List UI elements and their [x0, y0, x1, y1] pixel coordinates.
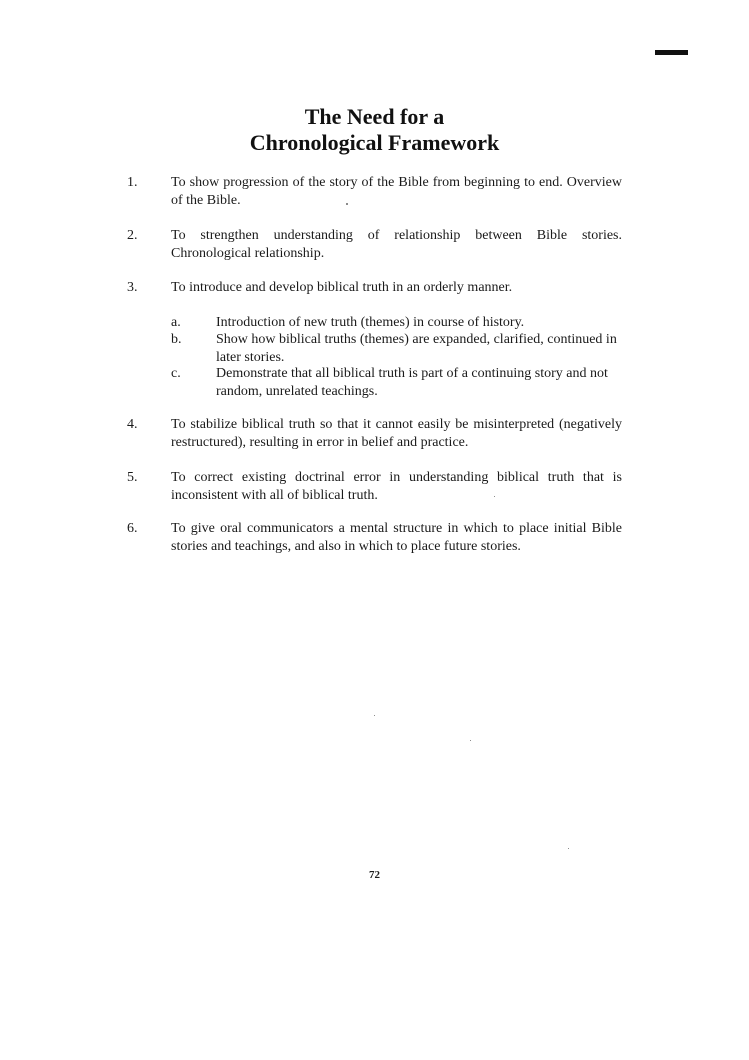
scan-speck [374, 715, 375, 716]
sub-item-letter: b. [171, 332, 182, 347]
scan-speck [494, 496, 495, 497]
title-line-2: Chronological Framework [249, 130, 500, 155]
page-number: 72 [369, 869, 380, 881]
scan-speck [568, 848, 569, 849]
item-number: 5. [127, 470, 138, 485]
item-number: 1. [127, 175, 138, 190]
item-text: To show progression of the story of the Bible from beginning to end. Overview of the Bible. [171, 175, 622, 208]
item-number: 2. [127, 228, 138, 243]
item-text: To introduce and develop biblical truth in an orderly manner. [171, 280, 513, 295]
item-text: To correct existing doctrinal error in understanding biblical truth that is inconsistent with all of biblical truth. [171, 470, 622, 503]
sub-item-text: Introduction of new truth (themes) in course of history. [216, 315, 525, 330]
item-text: To stabilize biblical truth so that it cannot easily be misinterpreted (negatively restructured), resulting in error in belief and practice. [171, 417, 622, 450]
title-line-1: The Need for a [304, 104, 445, 129]
sub-item-letter: a. [171, 315, 181, 330]
scan-speck [346, 203, 348, 205]
item-number: 4. [127, 417, 138, 432]
item-number: 6. [127, 521, 138, 536]
item-text: To strengthen understanding of relationship between Bible stories. Chronological relationship. [171, 228, 622, 261]
page-title [0, 104, 749, 156]
corner-mark [655, 50, 688, 55]
item-number: 3. [127, 280, 138, 295]
sub-item-text: Demonstrate that all biblical truth is part of a continuing story and not random, unrelated teachings. [216, 366, 608, 399]
sub-item-text: Show how biblical truths (themes) are expanded, clarified, continued in later stories. [216, 332, 617, 365]
item-text: To give oral communicators a mental structure in which to place initial Bible stories and teachings, and also in which to place future stories. [171, 521, 622, 554]
scan-speck [470, 740, 471, 741]
sub-item-letter: c. [171, 366, 181, 381]
